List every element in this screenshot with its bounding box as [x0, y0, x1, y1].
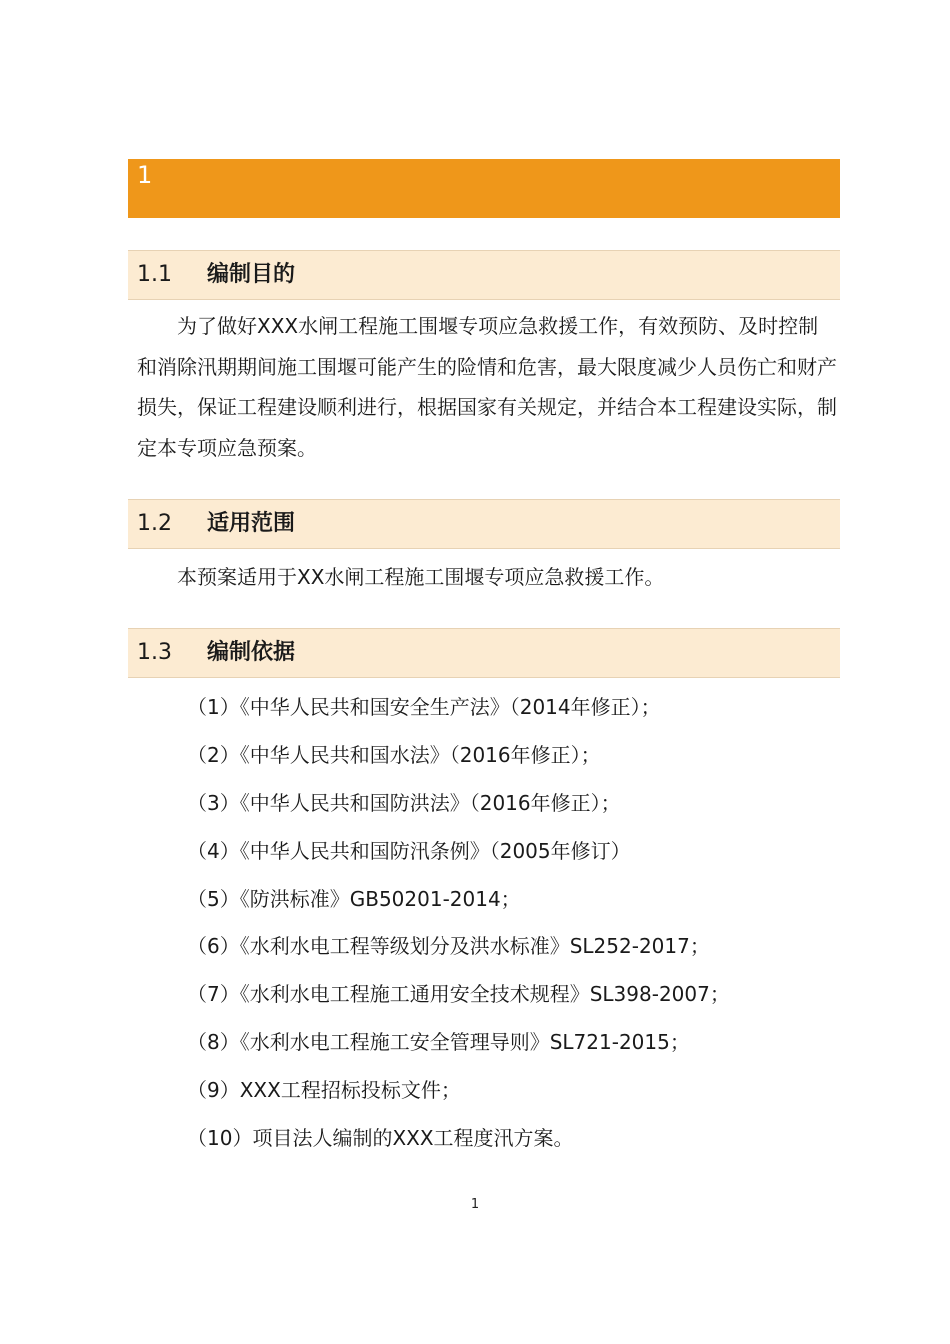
- section-heading-1-2: [128, 499, 840, 549]
- section-number: 1.3: [137, 640, 172, 665]
- section-paragraph-scope: 本预案适用于XX水闸工程施工围堰专项应急救援工作。: [177, 565, 665, 589]
- list-item: （10）项目法人编制的XXX工程度汛方案。: [187, 1126, 574, 1151]
- section-number: 1.2: [137, 511, 172, 536]
- list-item: （5）《防洪标准》GB50201-2014；: [187, 886, 521, 911]
- page-number: 1: [470, 1197, 480, 1212]
- basis-list: [187, 688, 730, 1167]
- section-number: 1.1: [137, 262, 172, 287]
- list-item: （9）XXX工程招标投标文件；: [187, 1078, 461, 1103]
- chapter-heading-bar: [128, 159, 840, 218]
- chapter-number: 1: [137, 161, 153, 189]
- section-heading-1-1: [128, 250, 840, 300]
- list-item: （4）《中华人民共和国防汛条例》（2005年修订）: [187, 838, 631, 863]
- section-title: 编制依据: [207, 640, 296, 665]
- section-paragraph-purpose: 为了做好XXX水闸工程施工围堰专项应急救援工作，有效预防、及时控制和消除汛期期间施工围堰可能产生的险情和危害，最大限度减少人员伤亡和财产损失，保证工程建设顺利进行，根据国家有关规定，并结合本工程建设实际，制定本专项应急预案。: [137, 314, 837, 460]
- section-heading-1-3: [128, 628, 840, 678]
- list-item: （8）《水利水电工程施工安全管理导则》SL721-2015；: [187, 1030, 690, 1055]
- list-item: （3）《中华人民共和国防洪法》（2016年修正）；: [187, 790, 621, 815]
- list-item: （2）《中华人民共和国水法》（2016年修正）；: [187, 742, 601, 767]
- list-item: （1）《中华人民共和国安全生产法》（2014年修正）；: [187, 695, 661, 719]
- section-title: 适用范围: [207, 511, 296, 536]
- list-item: （7）《水利水电工程施工通用安全技术规程》SL398-2007；: [187, 982, 730, 1007]
- list-item: （6）《水利水电工程等级划分及洪水标准》SL252-2017；: [187, 934, 710, 959]
- section-title: 编制目的: [207, 262, 296, 287]
